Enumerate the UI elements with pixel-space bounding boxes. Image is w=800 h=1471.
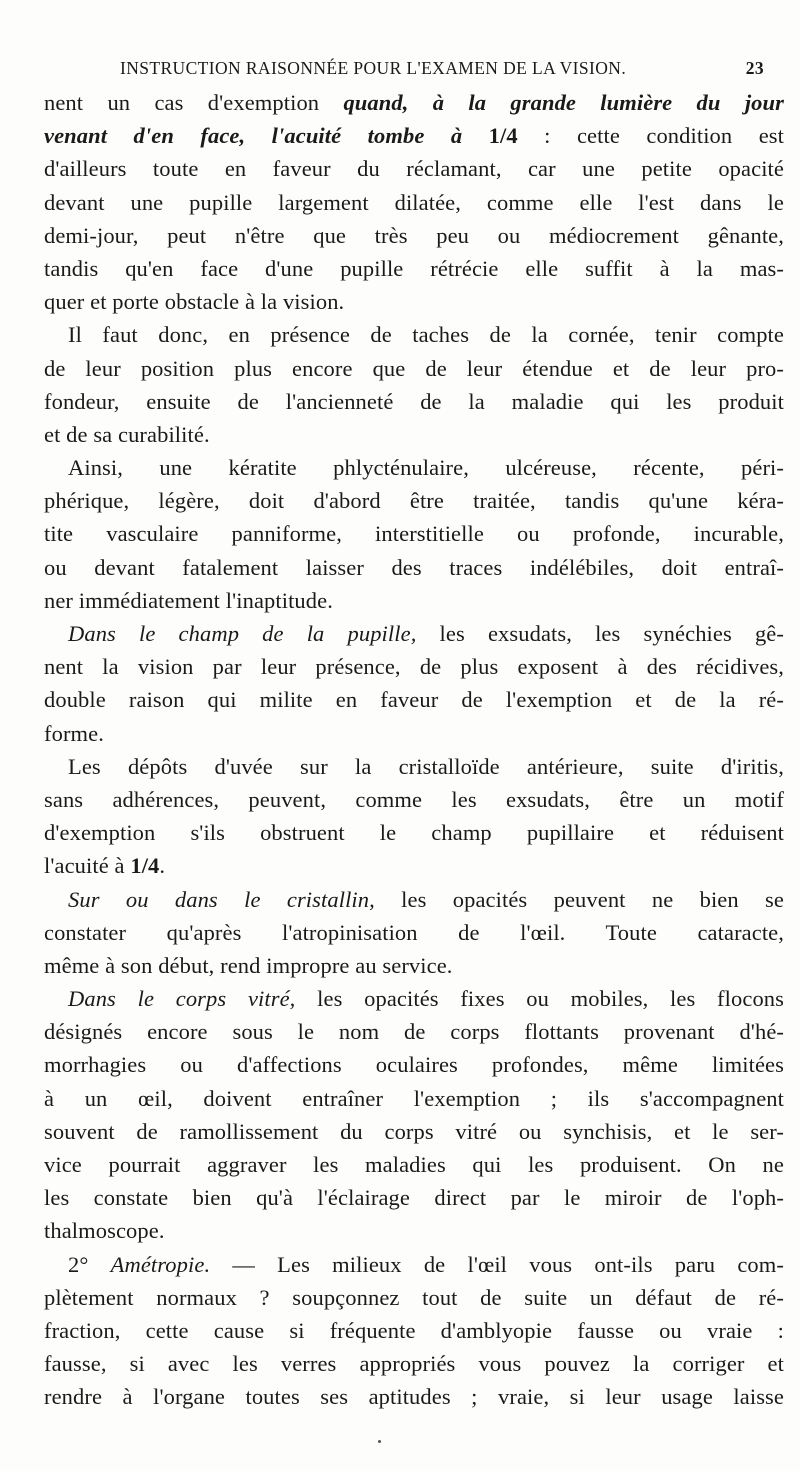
text-run: à un œil, doivent entraîner l'exemption ; ils s'accompagnent bbox=[44, 1085, 784, 1111]
text-line bbox=[44, 949, 784, 982]
text-line bbox=[44, 1115, 784, 1148]
text-line bbox=[44, 119, 784, 152]
text-run: nent la vision par leur présence, de plus exposent à des récidives, bbox=[44, 654, 784, 680]
body-text bbox=[44, 86, 784, 1414]
text-line bbox=[44, 86, 784, 119]
text-run: tite vasculaire panniforme, interstitielle ou profonde, incurable, bbox=[44, 521, 784, 547]
text-run: forme. bbox=[44, 720, 104, 746]
text-line bbox=[44, 1347, 784, 1380]
text-run: et de sa curabilité. bbox=[44, 421, 210, 447]
text-run: ou devant fatalement laisser des traces indélébiles, doit entraî- bbox=[44, 554, 784, 580]
text-run: vice pourrait aggraver les maladies qui les produisent. On ne bbox=[44, 1152, 784, 1177]
text-run: demi-jour, peut n'être que très peu ou médiocrement gênante, bbox=[44, 222, 784, 248]
emphasis-bold: 1/4 bbox=[488, 123, 518, 149]
text-run: thalmoscope. bbox=[44, 1218, 165, 1244]
text-line bbox=[44, 484, 784, 517]
text-line bbox=[44, 650, 784, 683]
text-line bbox=[44, 252, 784, 285]
text-run: — Les milieux de l'œil vous ont-ils paru com- bbox=[210, 1251, 784, 1277]
text-line bbox=[44, 750, 784, 783]
text-run: souvent de ramollissement du corps vitré ou synchisis, et le ser- bbox=[44, 1118, 784, 1144]
text-line bbox=[44, 883, 784, 916]
print-speck bbox=[378, 1440, 381, 1443]
text-line bbox=[44, 285, 784, 318]
text-run: devant une pupille largement dilatée, comme elle l'est dans le bbox=[44, 189, 784, 215]
text-line bbox=[44, 517, 784, 550]
text-run: rendre à l'organe toutes ses aptitudes ; vraie, si leur usage laisse bbox=[44, 1384, 784, 1410]
text-run: les exsudats, les synéchies gê- bbox=[416, 621, 784, 646]
text-run: 2° bbox=[68, 1251, 111, 1277]
text-line bbox=[44, 617, 784, 650]
text-run: sans adhérences, peuvent, comme les exsudats, être un motif bbox=[44, 786, 784, 812]
text-line bbox=[44, 916, 784, 949]
text-run: fondeur, ensuite de l'ancienneté de la maladie qui les produit bbox=[44, 388, 784, 414]
text-run: quer et porte obstacle à la vision. bbox=[44, 289, 345, 315]
text-run: fausse, si avec les verres appropriés vous pouvez la corriger et bbox=[44, 1351, 784, 1377]
text-run: Les dépôts d'uvée sur la cristalloïde antérieure, suite d'iritis, bbox=[68, 753, 784, 779]
text-line bbox=[44, 1181, 784, 1214]
text-line bbox=[44, 152, 784, 185]
text-run: les opacités fixes ou mobiles, les flocons bbox=[295, 986, 784, 1012]
emphasis-italic: Amétropie. bbox=[110, 1251, 211, 1277]
text-run: d'ailleurs toute en faveur du réclamant, car une petite opacité bbox=[44, 156, 784, 182]
text-run: les constate bien qu'à l'éclairage direct par le miroir de l'oph- bbox=[44, 1185, 784, 1211]
text-run: morrhagies ou d'affections oculaires profondes, même limitées bbox=[44, 1052, 784, 1078]
text-line bbox=[44, 1148, 784, 1181]
text-line bbox=[44, 717, 784, 750]
text-run: double raison qui milite en faveur de l'exemption et de la ré- bbox=[44, 687, 784, 713]
text-run: phérique, légère, doit d'abord être traitée, tandis qu'une kéra- bbox=[44, 488, 784, 514]
text-line bbox=[44, 1380, 784, 1413]
text-line bbox=[44, 418, 784, 451]
running-head bbox=[40, 58, 764, 82]
emphasis-italic: Sur ou dans le cristallin, bbox=[68, 886, 375, 912]
text-line bbox=[44, 683, 784, 716]
text-run: ner immédiatement l'inaptitude. bbox=[44, 587, 333, 613]
text-line bbox=[44, 849, 784, 882]
text-line bbox=[44, 816, 784, 849]
text-line bbox=[44, 1082, 784, 1115]
text-run: désignés encore sous le nom de corps flottants provenant d'hé- bbox=[44, 1019, 784, 1045]
text-run: Il faut donc, en présence de taches de la cornée, tenir compte bbox=[68, 322, 784, 348]
emphasis-italic: Dans le corps vitré, bbox=[68, 986, 296, 1012]
text-line bbox=[44, 783, 784, 816]
text-line bbox=[44, 352, 784, 385]
text-line bbox=[44, 385, 784, 418]
emphasis-bold-italic: quand, à la grande lumière du jour bbox=[343, 90, 784, 115]
text-run: l'acuité à bbox=[44, 853, 131, 879]
text-line bbox=[44, 1281, 784, 1314]
text-run: même à son début, rend impropre au service. bbox=[44, 952, 453, 978]
text-run: nent un cas d'exemption bbox=[44, 90, 344, 115]
text-line bbox=[44, 186, 784, 219]
text-run: d'exemption s'ils obstruent le champ pupillaire et réduisent bbox=[44, 820, 784, 846]
text-run: Ainsi, une kératite phlycténulaire, ulcéreuse, récente, péri- bbox=[68, 455, 784, 481]
text-run: constater qu'après l'atropinisation de l'œil. Toute cataracte, bbox=[44, 919, 784, 945]
text-run: : cette condition est bbox=[517, 123, 784, 149]
text-run: plètement normaux ? soupçonnez tout de suite un défaut de ré- bbox=[44, 1284, 784, 1310]
text-line bbox=[44, 1015, 784, 1048]
text-line bbox=[44, 1214, 784, 1247]
emphasis-italic: Dans le champ de la pupille, bbox=[68, 621, 417, 646]
text-line bbox=[44, 451, 784, 484]
text-run: les opacités peuvent ne bien se bbox=[374, 886, 784, 912]
text-run: de leur position plus encore que de leur étendue et de leur pro- bbox=[44, 355, 784, 381]
text-run: . bbox=[159, 853, 166, 879]
emphasis-bold-italic: venant d'en face, l'acuité tombe à bbox=[44, 123, 489, 149]
text-line bbox=[44, 1314, 784, 1347]
text-line bbox=[44, 551, 784, 584]
text-line bbox=[44, 219, 784, 252]
text-line bbox=[44, 1048, 784, 1081]
text-run: fraction, cette cause si fréquente d'amblyopie fausse ou vraie : bbox=[44, 1317, 784, 1343]
page-number: 23 bbox=[745, 58, 764, 78]
text-line bbox=[44, 1248, 784, 1281]
emphasis-bold: 1/4 bbox=[130, 853, 160, 879]
text-run: tandis qu'en face d'une pupille rétrécie elle suffit à la mas- bbox=[44, 255, 784, 281]
running-title: INSTRUCTION RAISONNÉE POUR L'EXAMEN DE LA VISION. bbox=[120, 58, 627, 78]
text-line bbox=[44, 982, 784, 1015]
text-line bbox=[44, 584, 784, 617]
text-line bbox=[44, 318, 784, 351]
